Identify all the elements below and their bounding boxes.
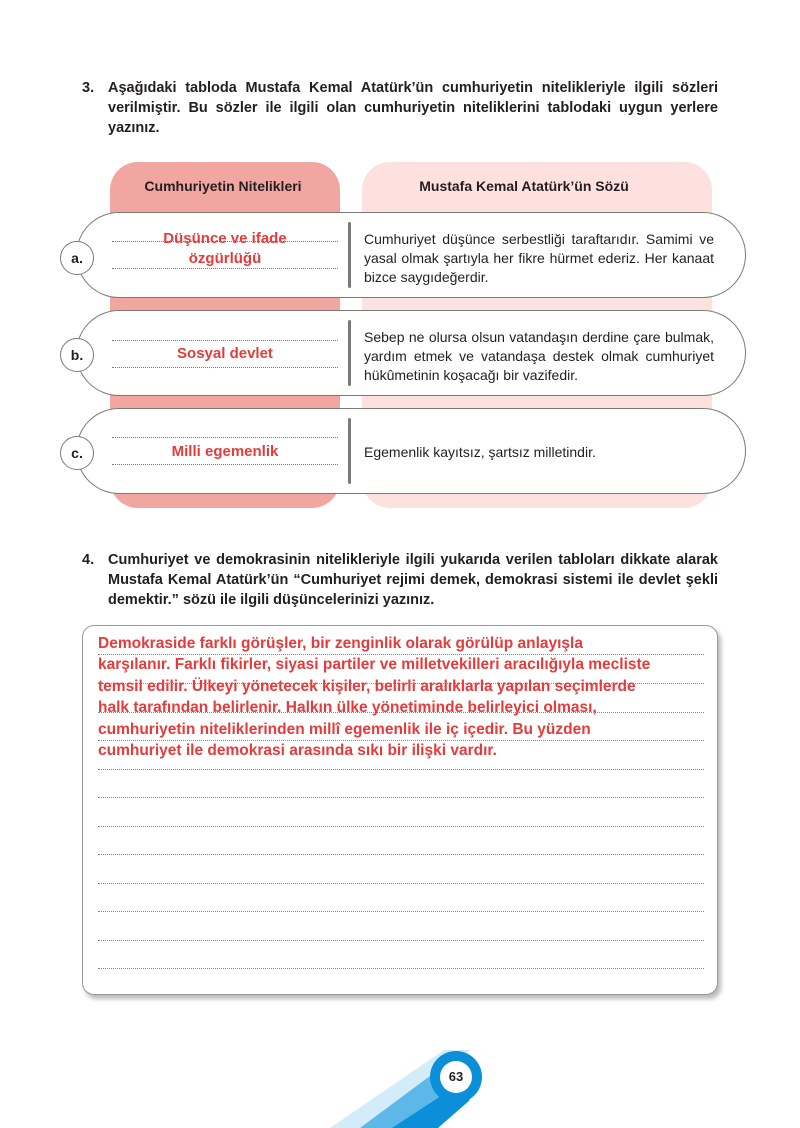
question-number: 3. xyxy=(82,80,95,96)
answer-a-line-1: Düşünce ve ifade xyxy=(163,230,287,247)
answer-text-line: Demokraside farklı görüşler, bir zenginlik olarak görülüp anlayışla xyxy=(98,635,583,652)
quote-c: Egemenlik kayıtsız, şartsız milletindir. xyxy=(364,444,596,460)
answer-b: Sosyal devlet xyxy=(177,345,273,362)
row-letter-a: a. xyxy=(60,241,94,275)
quote-a: Cumhuriyet düşünce serbestliği taraftarıdır. Samimi ve yasal olmak şartıyla her fikre hürmet ederiz. Her kanaat bizce saygıdeğerdir. xyxy=(364,231,714,285)
answer-a-line-2: özgürlüğü xyxy=(188,250,262,267)
question-text: Cumhuriyet ve demokrasinin nitelikleriyle ilgili yukarıda verilen tabloları dikkate alarak Mustafa Kemal Atatürk’ün “Cumhuriyet rejimi demek, demokrasi sistemi ile devlet şekli demektir.” sözü ile ilgili düşüncelerinizi yazınız. xyxy=(108,552,718,608)
answer-c: Milli egemenlik xyxy=(171,443,279,460)
table-header-characteristics: Cumhuriyetin Nitelikleri xyxy=(144,178,302,194)
answer-text-line: halk tarafından belirlenir. Halkın ülke yönetiminde belirleyici olması, xyxy=(98,699,597,717)
answer-text-line: karşılanır. Farklı fikirler, siyasi partiler ve milletvekilleri aracılığıyla mecliste xyxy=(98,656,651,674)
answer-text-line: cumhuriyetin niteliklerinden millî egemenlik ile iç içedir. Bu yüzden xyxy=(98,720,591,738)
question-number: 4. xyxy=(82,552,95,568)
answer-text-line: temsil edilir. Ülkeyi yönetecek kişiler, belirli aralıklarla yapılan seçimlerde xyxy=(98,677,636,695)
row-letter-c: c. xyxy=(60,436,94,470)
row-letter-b: b. xyxy=(60,338,94,372)
question-text: Aşağıdaki tabloda Mustafa Kemal Atatürk’ün cumhuriyetin nitelikleriyle ilgili sözleri verilmiştir. Bu sözler ile ilgili olan cumhuriyetin niteliklerini tablodaki uygun yerlere yazınız. xyxy=(108,80,718,136)
page-number: 63 xyxy=(440,1061,472,1093)
table-header-quotes: Mustafa Kemal Atatürk’ün Sözü xyxy=(419,178,629,194)
answer-text-line: cumhuriyet ile demokrasi arasında sıkı bir ilişki vardır. xyxy=(98,742,497,760)
quote-b: Sebep ne olursa olsun vatandaşın derdine çare bulmak, yardım etmek ve vatandaşa destek olmak cumhuriyet hükûmetinin koşacağı bir vazifedir. xyxy=(364,329,714,383)
